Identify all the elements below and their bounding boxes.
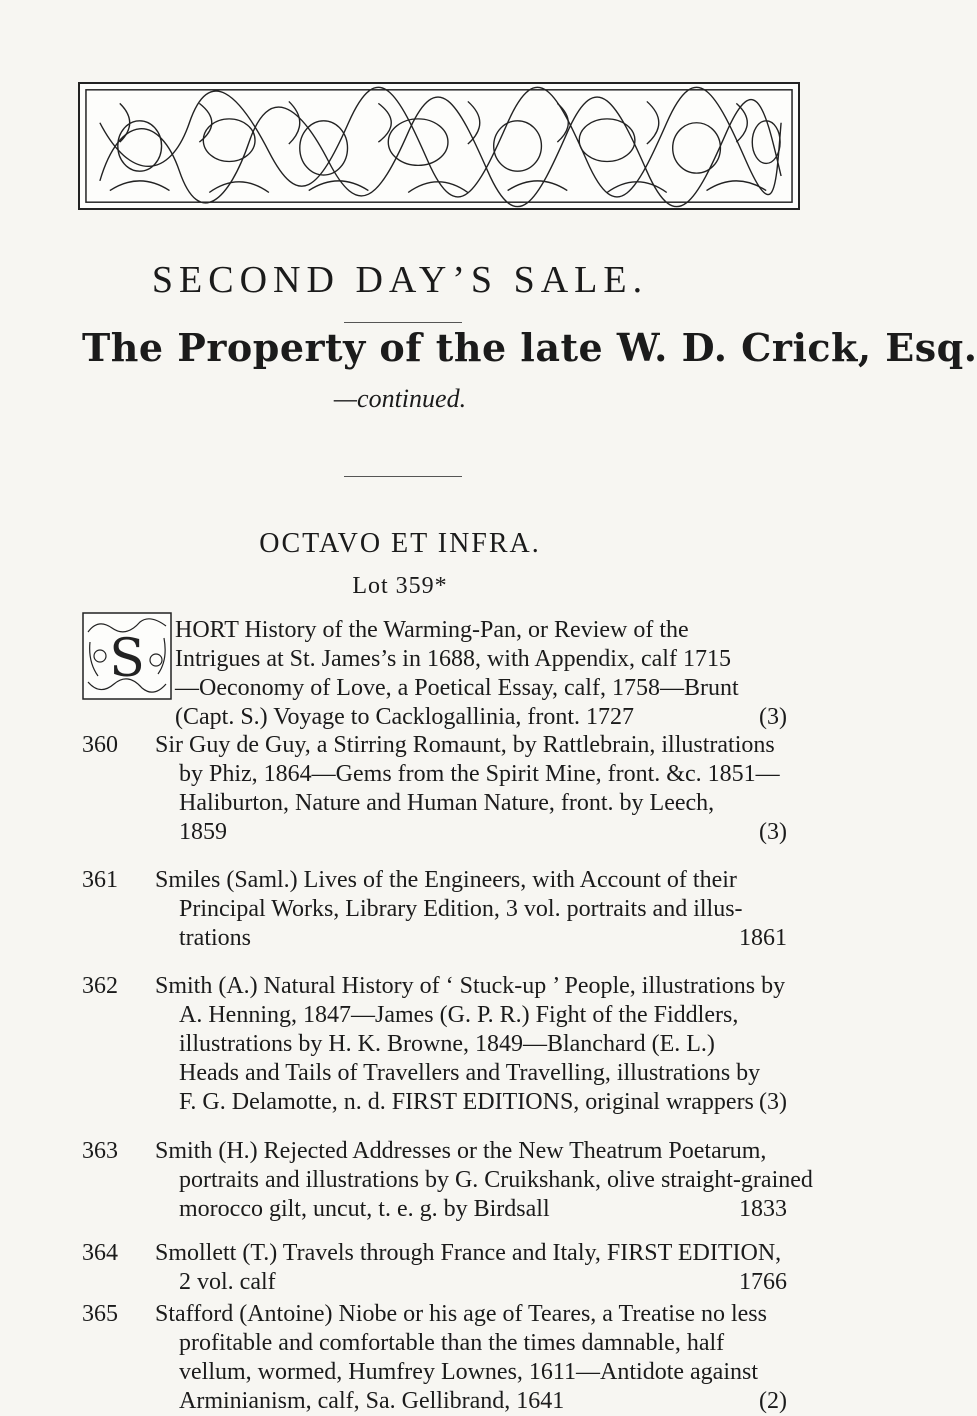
ornamental-headpiece [78,82,800,210]
entry-line [155,1195,787,1224]
ornamental-initial-icon [82,612,172,700]
entry-line-text: 1859 [179,819,227,845]
entry-line-text: F. G. Delamotte, n. d. FIRST EDITIONS, original wrappers [179,1089,754,1115]
entry-line: Smith (H.) Rejected Addresses or the New Theatrum Poetarum, [155,1138,767,1164]
entry-line [155,818,787,847]
entry-line: vellum, wormed, Humfrey Lownes, 1611—Antidote against [179,1359,758,1385]
list-item [175,616,787,732]
entry-line [155,1268,787,1297]
entry-line: Haliburton, Nature and Human Nature, front. by Leech, [179,790,715,816]
lot-date: 1833 [739,1196,787,1222]
entry-line: Sir Guy de Guy, a Stirring Romaunt, by Rattlebrain, illustrations [155,732,775,758]
entry-line-text: trations [179,925,251,951]
lot-number: 362 [82,973,118,999]
entry-line: A. Henning, 1847—James (G. P. R.) Fight of the Fiddlers, [179,1002,739,1028]
lot-number: 360 [82,732,118,758]
entry-line-text: 2 vol. calf [179,1269,276,1295]
entry-line: HORT History of the Warming-Pan, or Review of the [175,617,689,643]
lot-number: 364 [82,1240,118,1266]
entry-line: Smith (A.) Natural History of ‘ Stuck-up ’ People, illustrations by [155,973,786,999]
list-item [82,866,787,953]
divider [344,322,462,323]
lot-number: 363 [82,1138,118,1164]
lot-count: (2) [759,1388,787,1414]
entry-line [155,924,787,953]
entry-line: portraits and illustrations by G. Cruikshank, olive straight-grained [179,1167,813,1193]
lot-count: (3) [759,704,787,730]
entry-line: Smiles (Saml.) Lives of the Engineers, with Account of their [155,867,737,893]
entry-line: Heads and Tails of Travellers and Travelling, illustrations by [179,1060,761,1086]
entry-line [155,1088,787,1117]
floral-ornament-icon [80,84,798,208]
list-item [82,972,787,1117]
list-item [82,1300,787,1416]
entry-line-text: morocco gilt, uncut, t. e. g. by Birdsall [179,1196,550,1222]
section-heading: OCTAVO ET INFRA. [259,528,541,559]
continued-label: —continued. [333,384,467,413]
lot-count: (3) [759,1089,787,1115]
list-item [82,731,787,847]
divider [344,476,462,477]
entry-line: Stafford (Antoine) Niobe or his age of Teares, a Treatise no less [155,1301,767,1327]
page-title: SECOND DAY’S SALE. [151,259,649,301]
lot-date: 1766 [739,1269,787,1295]
entry-line: profitable and comfortable than the times damnable, half [179,1330,725,1356]
entry-line-text: (Capt. S.) Voyage to Cacklogallinia, front. 1727 [175,704,635,730]
lot-count: (3) [759,819,787,845]
lot-number: 365 [82,1301,118,1327]
entry-line: —Oeconomy of Love, a Poetical Essay, calf, 1758—Brunt [175,675,739,701]
entry-line: Smollett (T.) Travels through France and Italy, FIRST EDITION, [155,1240,782,1266]
entry-line [175,703,787,732]
entry-line: by Phiz, 1864—Gems from the Spirit Mine, front. &c. 1851— [179,761,780,787]
entry-line: illustrations by H. K. Browne, 1849—Blanchard (E. L.) [179,1031,715,1057]
entry-line: Principal Works, Library Edition, 3 vol. portraits and illus- [179,896,743,922]
decorated-initial [82,612,172,700]
list-item [82,1239,787,1297]
entry-line [155,1387,787,1416]
entry-line: Intrigues at St. James’s in 1688, with Appendix, calf 1715 [175,646,731,672]
lot-label: Lot 359* [352,573,448,599]
entry-line-text: Arminianism, calf, Sa. Gellibrand, 1641 [179,1388,565,1414]
initial-letter: S [109,629,145,689]
property-heading: The Property of the late W. D. Crick, Esq. [82,325,977,370]
lot-number: 361 [82,867,118,893]
lot-date: 1861 [739,925,787,951]
list-item [82,1137,813,1224]
